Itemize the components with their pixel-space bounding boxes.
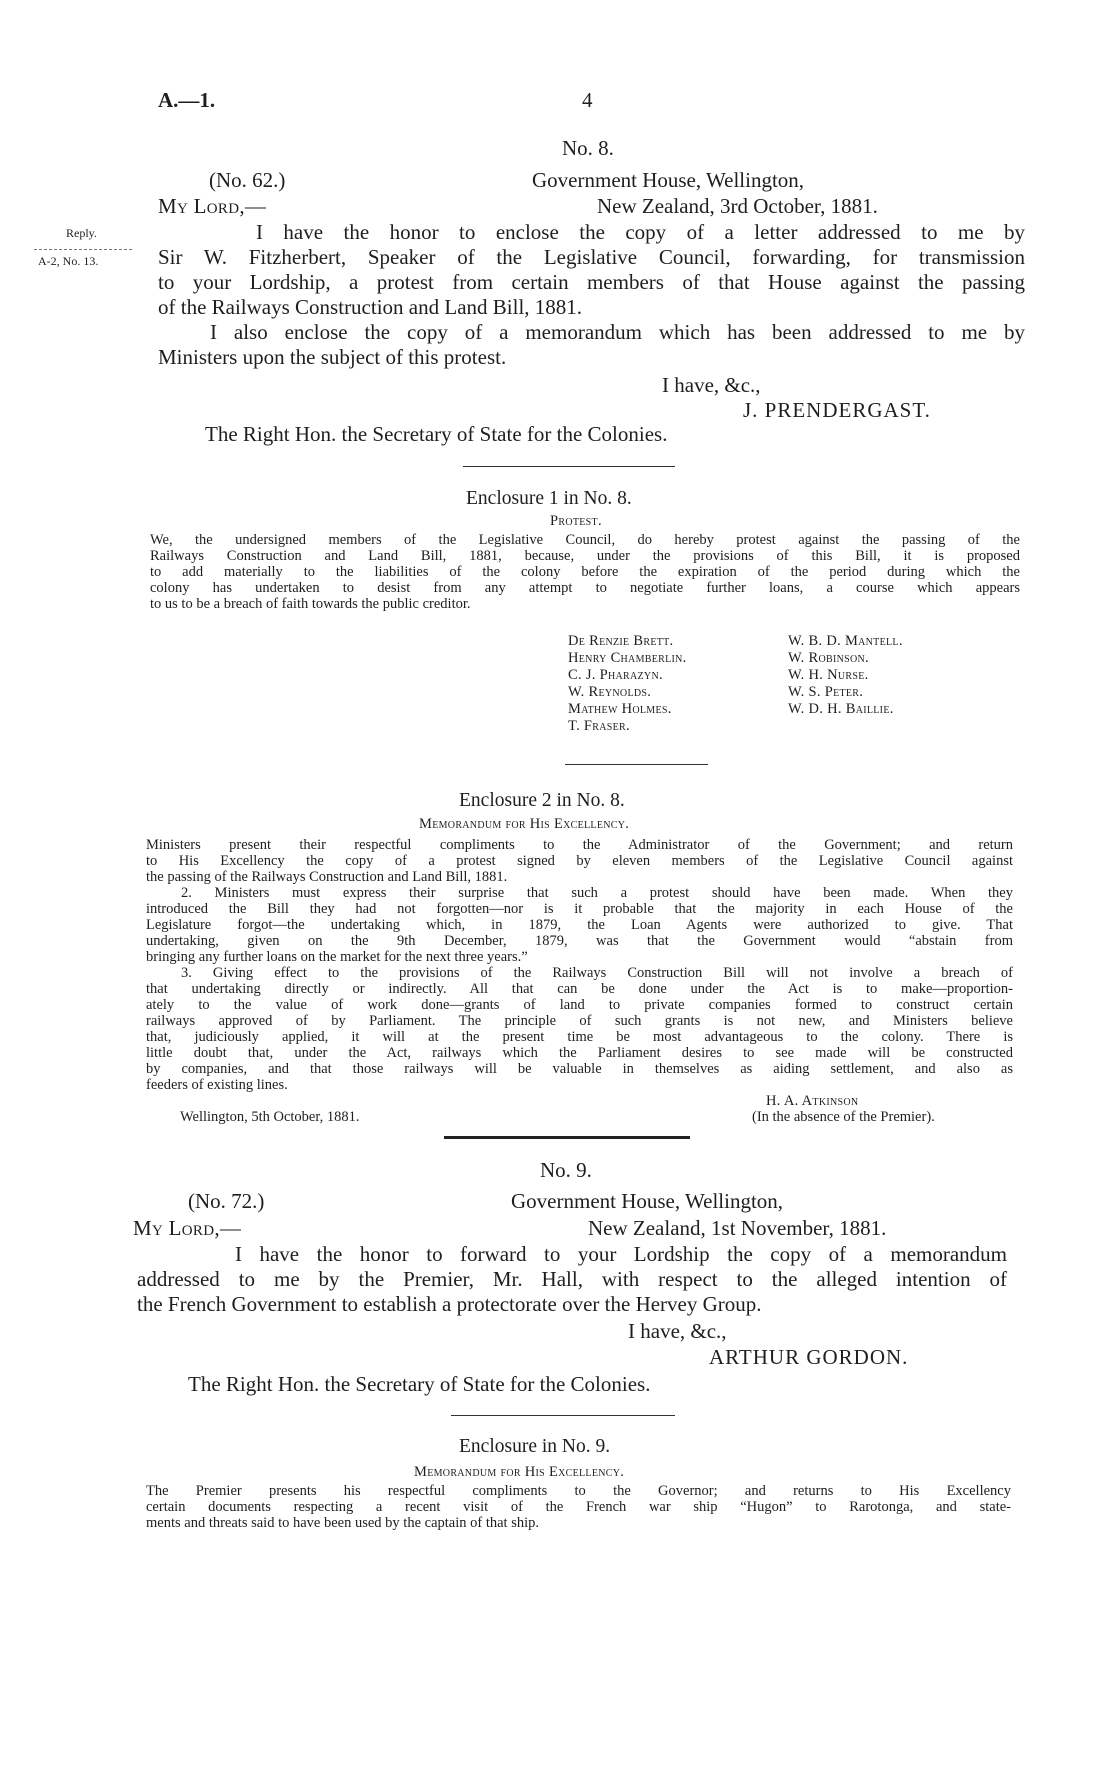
memorandum-text xyxy=(146,1483,1011,1531)
text-line: little doubt that, under the Act, railways which the Parliament desires to see made will be constructed xyxy=(146,1045,1013,1061)
memo-place-date: Wellington, 5th October, 1881. xyxy=(180,1109,360,1125)
text-line: Ministers upon the subject of this protest. xyxy=(158,345,507,369)
text-line: 3. Giving effect to the provisions of the Railways Construction Bill will not involve a breach of xyxy=(181,965,1013,981)
signature: J. PRENDERGAST. xyxy=(743,398,931,422)
letter-body xyxy=(158,220,1025,370)
text-line: colony has undertaken to desist from any attempt to negotiate further loans, a course which appears xyxy=(150,580,1020,596)
enclosure-heading: Enclosure in No. 9. xyxy=(459,1436,611,1457)
memo-signer-note: (In the absence of the Premier). xyxy=(752,1109,935,1125)
signatory: Henry Chamberlin. xyxy=(568,650,687,666)
page-number: 4 xyxy=(582,88,593,112)
addressee: The Right Hon. the Secretary of State for the Colonies. xyxy=(205,422,668,446)
signatory: W. D. H. Baillie. xyxy=(788,701,894,717)
enclosure-subheading: Memorandum for His Excellency. xyxy=(419,816,630,832)
dispatch-number: (No. 72.) xyxy=(188,1189,265,1213)
section-divider xyxy=(463,466,675,467)
closing: I have, &c., xyxy=(662,373,761,397)
signatory: W. Reynolds. xyxy=(568,684,652,700)
text-line: Sir W. Fitzherbert, Speaker of the Legislative Council, forwarding, for transmission xyxy=(158,245,1025,269)
text-line: Railways Construction and Land Bill, 1881, because, under the provisions of this Bill, it is proposed xyxy=(150,548,1020,564)
margin-note: A-2, No. 13. xyxy=(38,254,99,268)
signatory: W. H. Nurse. xyxy=(788,667,869,683)
text-line: I have the honor to enclose the copy of a letter addressed to me by xyxy=(256,220,1025,244)
enclosure-heading: Enclosure 2 in No. 8. xyxy=(459,790,625,811)
text-line: We, the undersigned members of the Legislative Council, do hereby protest against the passing of the xyxy=(150,532,1020,548)
addressee: The Right Hon. the Secretary of State for the Colonies. xyxy=(188,1372,651,1396)
signatory-list xyxy=(568,633,988,735)
text-line: addressed to me by the Premier, Mr. Hall, with respect to the alleged intention of xyxy=(137,1267,1007,1291)
text-line: railways approved of by Parliament. The principle of such grants is not new, and Ministers believe xyxy=(146,1013,1013,1029)
signatory: W. Robinson. xyxy=(788,650,869,666)
signatory: C. J. Pharazyn. xyxy=(568,667,663,683)
text-line: ments and threats said to have been used by the captain of that ship. xyxy=(146,1515,540,1531)
text-line: introduced the Bill they had not forgotten—nor is it probable that the majority in each House of the xyxy=(146,901,1013,917)
letter-body xyxy=(137,1242,1007,1317)
closing: I have, &c., xyxy=(628,1319,727,1343)
text-line: I also enclose the copy of a memorandum which has been addressed to me by xyxy=(210,320,1025,344)
letter-date: New Zealand, 1st November, 1881. xyxy=(588,1216,887,1240)
text-line: to add materially to the liabilities of the colony before the expiration of the period during which the xyxy=(150,564,1020,580)
enclosure-subheading: Protest. xyxy=(550,513,602,529)
text-line: to His Excellency the copy of a protest signed by eleven members of the Legislative Council against xyxy=(146,853,1013,869)
letter-date: New Zealand, 3rd October, 1881. xyxy=(597,194,878,218)
signatory: W. B. D. Mantell. xyxy=(788,633,903,649)
enclosure-heading: Enclosure 1 in No. 8. xyxy=(466,488,632,509)
protest-text xyxy=(150,532,1020,612)
text-line: ately to the value of work done—grants of land to private companies formed to construct certain xyxy=(146,997,1013,1013)
text-line: to your Lordship, a protest from certain members of that House against the passing xyxy=(158,270,1025,294)
signature: ARTHUR GORDON. xyxy=(709,1345,909,1369)
text-line: 2. Ministers must express their surprise that such a protest should have been made. When they xyxy=(181,885,1013,901)
letter-number: No. 9. xyxy=(540,1158,592,1182)
signatory: De Renzie Brett. xyxy=(568,633,674,649)
text-line: the passing of the Railways Construction and Land Bill, 1881. xyxy=(146,869,508,885)
text-line: of the Railways Construction and Land Bill, 1881. xyxy=(158,295,583,319)
sender-address: Government House, Wellington, xyxy=(532,168,805,192)
section-divider xyxy=(444,1136,690,1139)
section-divider xyxy=(451,1415,675,1416)
text-line: to us to be a breach of faith towards the public creditor. xyxy=(150,596,471,612)
text-line: feeders of existing lines. xyxy=(146,1077,288,1093)
memo-signer: H. A. Atkinson xyxy=(766,1093,859,1109)
text-line: I have the honor to forward to your Lordship the copy of a memorandum xyxy=(235,1242,1007,1266)
signatory xyxy=(788,718,988,735)
text-line: that, judiciously applied, it will at the present time be most advantageous to the colony. There is xyxy=(146,1029,1013,1045)
text-line: bringing any further loans on the market for the next three years.” xyxy=(146,949,528,965)
text-line: that undertaking directly or indirectly. All that can be done under the Act is to make—proportion- xyxy=(146,981,1013,997)
salutation: My Lord,— xyxy=(158,194,267,218)
text-line: certain documents respecting a recent visit of the French war ship “Hugon” to Rarotonga, and state- xyxy=(146,1499,1011,1515)
signatory: Mathew Holmes. xyxy=(568,701,672,717)
text-line: by companies, and that those railways will be valuable in themselves as aiding settlement, and also as xyxy=(146,1061,1013,1077)
margin-rule xyxy=(34,249,132,250)
text-line: the French Government to establish a protectorate over the Hervey Group. xyxy=(137,1292,762,1316)
dispatch-number: (No. 62.) xyxy=(209,168,286,192)
signatory: T. Fraser. xyxy=(568,718,630,734)
text-line: undertaking, given on the 9th December, 1879, was that the Government would “abstain from xyxy=(146,933,1013,949)
letter-number: No. 8. xyxy=(562,136,614,160)
text-line: Legislature forgot—the undertaking which, in 1879, the Loan Agents were authorized to give. That xyxy=(146,917,1013,933)
margin-note: Reply. xyxy=(66,226,97,240)
text-line: The Premier presents his respectful compliments to the Governor; and returns to His Excellency xyxy=(146,1483,1011,1499)
sender-address: Government House, Wellington, xyxy=(511,1189,784,1213)
salutation: My Lord,— xyxy=(133,1216,242,1240)
memorandum-text xyxy=(146,837,1013,1093)
text-line: Ministers present their respectful compliments to the Administrator of the Government; and return xyxy=(146,837,1013,853)
enclosure-subheading: Memorandum for His Excellency. xyxy=(414,1464,625,1480)
section-divider xyxy=(565,764,708,765)
signatory: W. S. Peter. xyxy=(788,684,864,700)
document-reference: A.—1. xyxy=(158,88,216,112)
